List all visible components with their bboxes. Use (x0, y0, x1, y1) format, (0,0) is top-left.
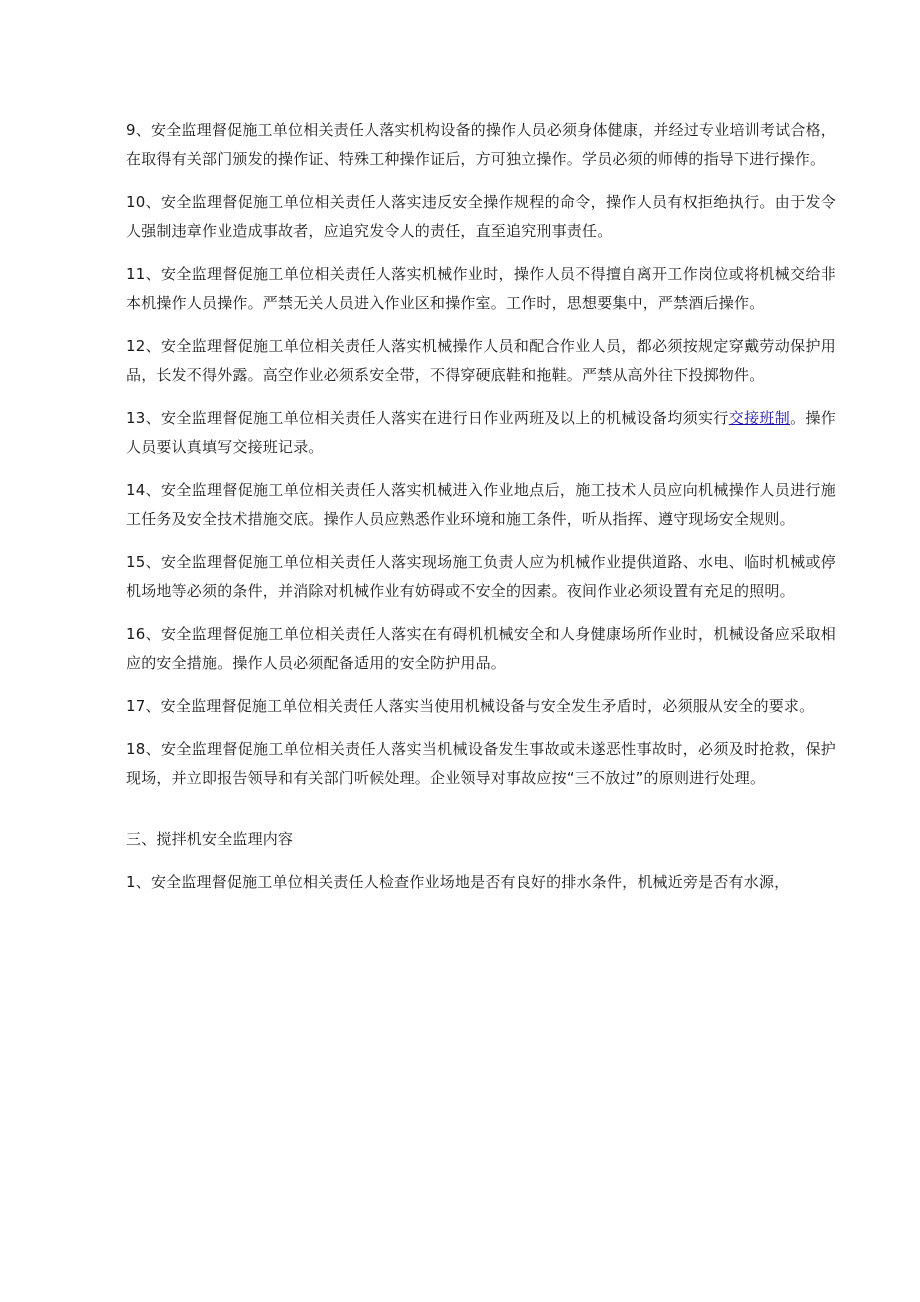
paragraph-18: 18、安全监理督促施工单位相关责任人落实当机械设备发生事故或未遂恶性事故时，必须及时抢救，保护现场，并立即报告领导和有关部门听候处理。企业领导对事故应按“三不放过”的原则进行处理。 (126, 740, 836, 787)
paragraph-13-after: 。操作人员要认真填写交接班记录。 (126, 409, 836, 456)
paragraph-14: 14、安全监理督促施工单位相关责任人落实机械进入作业地点后，施工技术人员应向机械操作人员进行施工任务及安全技术措施交底。操作人员应熟悉作业环境和施工条件，听从指挥、遵守现场安全规则。 (126, 481, 836, 528)
paragraph-9: 9、安全监理督促施工单位相关责任人落实机构设备的操作人员必须身体健康，并经过专业培训考试合格，在取得有关部门颁发的操作证、特殊工种操作证后，方可独立操作。学员必须的师傅的指导下进行操作。 (126, 121, 836, 168)
paragraph-16: 16、安全监理督促施工单位相关责任人落实在有碍机机械安全和人身健康场所作业时，机械设备应采取相应的安全措施。操作人员必须配备适用的安全防护用品。 (126, 625, 836, 672)
paragraph-12: 12、安全监理督促施工单位相关责任人落实机械操作人员和配合作业人员，都必须按规定穿戴劳动保护用品，长发不得外露。高空作业必须系安全带，不得穿硬底鞋和拖鞋。严禁从高外往下投掷物件。 (126, 337, 836, 384)
handover-system-link[interactable]: 交接班制 (728, 409, 791, 427)
paragraph-13-before: 13、安全监理督促施工单位相关责任人落实在进行日作业两班及以上的机械设备均须实行 (126, 409, 729, 427)
paragraph-13 (126, 404, 836, 462)
section-heading: 三、搅拌机安全监理内容 (126, 830, 294, 848)
document-body (126, 116, 836, 911)
paragraph-15: 15、安全监理督促施工单位相关责任人落实现场施工负责人应为机械作业提供道路、水电、临时机械或停机场地等必须的条件，并消除对机械作业有妨碍或不安全的因素。夜间作业必须设置有充足的照明。 (126, 553, 836, 600)
paragraph-10: 10、安全监理督促施工单位相关责任人落实违反安全操作规程的命令，操作人员有权拒绝执行。由于发令人强制违章作业造成事故者，应追究发令人的责任，直至追究刑事责任。 (126, 193, 836, 240)
paragraph-11: 11、安全监理督促施工单位相关责任人落实机械作业时，操作人员不得擅自离开工作岗位或将机械交给非本机操作人员操作。严禁无关人员进入作业区和操作室。工作时，思想要集中，严禁酒后操作。 (126, 265, 836, 312)
mixer-paragraph-1: 1、安全监理督促施工单位相关责任人检查作业场地是否有良好的排水条件，机械近旁是否有水源， (126, 873, 790, 891)
paragraph-17: 17、安全监理督促施工单位相关责任人落实当使用机械设备与安全发生矛盾时，必须服从安全的要求。 (126, 697, 815, 715)
